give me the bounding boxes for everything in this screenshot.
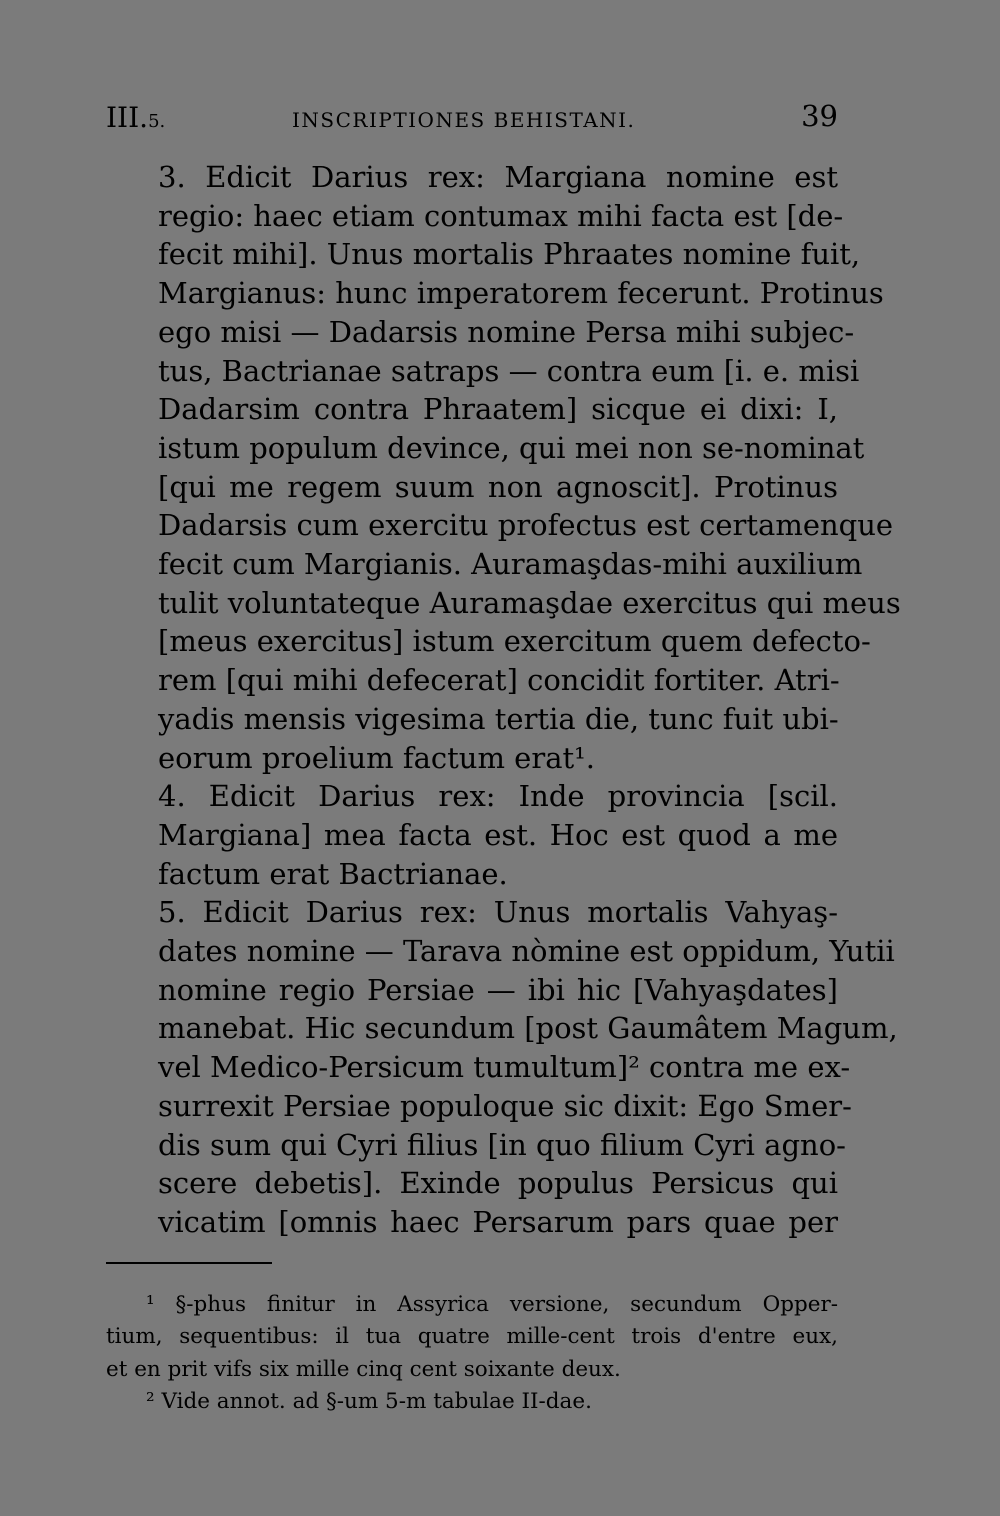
footnote-1 bbox=[106, 1289, 838, 1387]
text-line: dates nomine — Tarava nòmine est oppidum, Yutii bbox=[158, 934, 895, 969]
paragraph-5 bbox=[106, 893, 898, 1241]
footnote-line: ¹ §-phus finitur in Assyrica versione, secundum Opper- bbox=[146, 1291, 838, 1317]
page-number: 39 bbox=[801, 99, 838, 133]
text-line: 4. Edicit Darius rex: Inde provincia [scil. bbox=[158, 779, 838, 814]
text-line: istum populum devince, qui mei non se-nominat bbox=[158, 430, 865, 465]
section-sub-label: 5. bbox=[148, 111, 166, 132]
footnotes bbox=[106, 1289, 838, 1419]
footnote-2 bbox=[106, 1386, 838, 1419]
text-line: rem [qui mihi defecerat] concidit fortiter. Atri- bbox=[158, 663, 840, 698]
paragraph-4 bbox=[106, 777, 838, 893]
footnote-divider bbox=[106, 1262, 272, 1264]
text-line: factum erat Bactrianae. bbox=[158, 856, 508, 891]
text-line: surrexit Persiae populoque sic dixit: Ego Smer- bbox=[158, 1088, 852, 1123]
paragraph-3 bbox=[106, 158, 901, 777]
running-title: INSCRIPTIONES BEHISTANI. bbox=[292, 108, 636, 132]
text-line: [meus exercitus] istum exercitum quem defecto- bbox=[158, 624, 871, 659]
text-line: vel Medico-Persicum tumultum]² contra me ex- bbox=[158, 1050, 851, 1085]
body-text bbox=[106, 158, 901, 1242]
text-line: manebat. Hic secundum [post Gaumâtem Magum, bbox=[158, 1011, 898, 1046]
text-line: ego misi — Dadarsis nomine Persa mihi subjec- bbox=[158, 314, 855, 349]
text-line: fecit cum Margianis. Auramaşdas-mihi auxilium bbox=[158, 547, 863, 582]
text-line: tus, Bactrianae satraps — contra eum [i. e. misi bbox=[158, 353, 860, 388]
text-line: [qui me regem suum non agnoscit]. Protinus bbox=[158, 469, 838, 504]
text-line: Dadarsim contra Phraatem] sicque ei dixi: I, bbox=[158, 392, 838, 427]
page bbox=[106, 96, 901, 1419]
text-line: 3. Edicit Darius rex: Margiana nomine est bbox=[158, 160, 838, 194]
text-line: Margiana] mea facta est. Hoc est quod a me bbox=[158, 817, 838, 852]
text-line: scere debetis]. Exinde populus Persicus qui bbox=[158, 1166, 838, 1201]
text-line: Margianus: hunc imperatorem fecerunt. Protinus bbox=[158, 276, 884, 311]
text-line: eorum proelium factum erat¹. bbox=[158, 740, 595, 775]
text-line: regio: haec etiam contumax mihi facta est [de- bbox=[158, 198, 844, 233]
text-line: fecit mihi]. Unus mortalis Phraates nomine fuit, bbox=[158, 237, 861, 272]
text-line: 5. Edicit Darius rex: Unus mortalis Vahyaş- bbox=[158, 895, 838, 930]
text-line: Dadarsis cum exercitu profectus est certamenque bbox=[158, 508, 894, 543]
text-line: yadis mensis vigesima tertia die, tunc fuit ubi- bbox=[158, 701, 839, 736]
section-label: III. bbox=[106, 101, 149, 134]
text-line: nomine regio Persiae — ibi hic [Vahyaşdates] bbox=[158, 972, 838, 1007]
section-number bbox=[106, 96, 165, 144]
footnote-line: tium, sequentibus: il tua quatre mille-cent trois d'entre eux, bbox=[106, 1324, 838, 1350]
running-head bbox=[106, 96, 838, 140]
text-line: dis sum qui Cyri filius [in quo filium Cyri agno- bbox=[158, 1127, 846, 1162]
footnote-line: ² Vide annot. ad §-um 5-m tabulae II-dae. bbox=[146, 1389, 592, 1415]
text-line: tulit voluntateque Auramaşdae exercitus qui meus bbox=[158, 585, 901, 620]
text-line: vicatim [omnis haec Persarum pars quae per bbox=[158, 1204, 838, 1239]
footnote-line: et en prit vifs six mille cinq cent soixante deux. bbox=[106, 1356, 621, 1382]
